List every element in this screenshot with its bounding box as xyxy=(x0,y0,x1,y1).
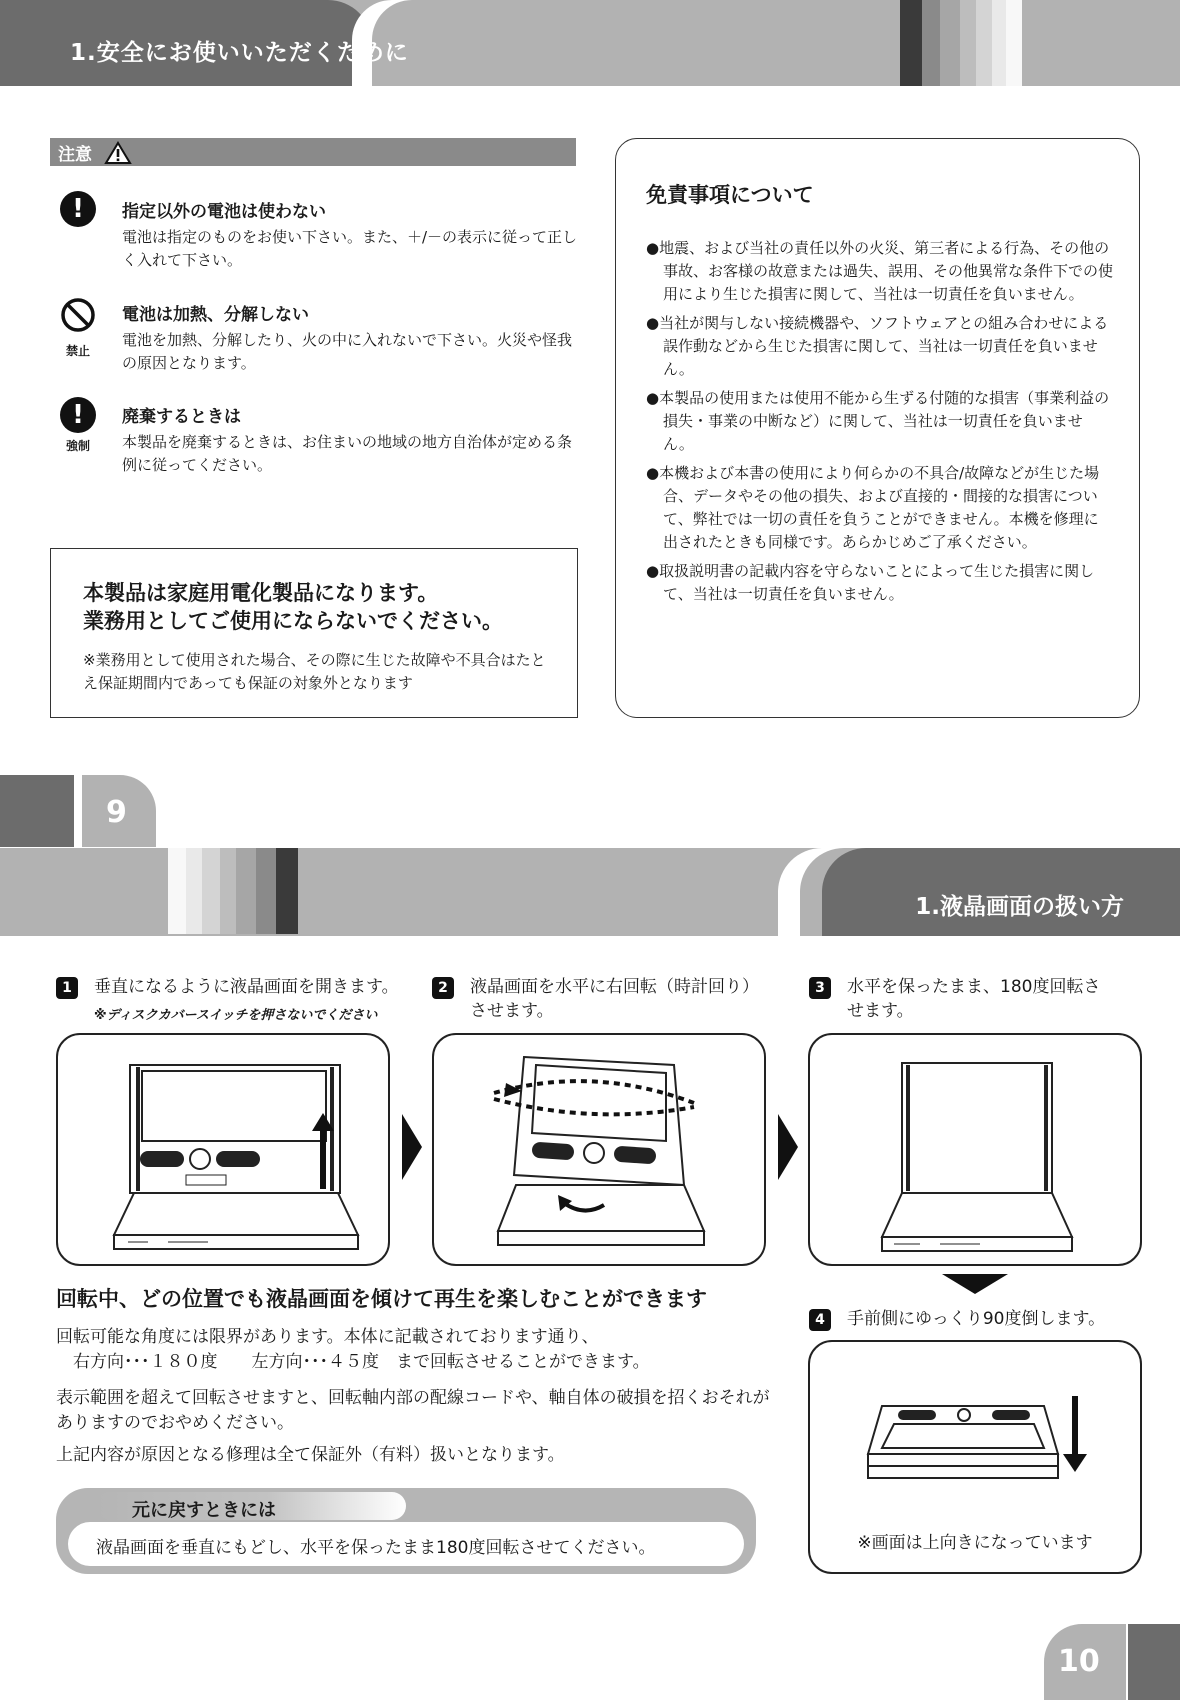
step-3-number: 3 xyxy=(809,977,831,999)
caution-bar xyxy=(50,138,576,166)
caution-item-2-text: 電池を加熱、分解したり、火の中に入れないで下さい。火災や怪我の原因となります。 xyxy=(122,331,573,372)
home-use-box xyxy=(50,548,578,718)
exclamation-icon: ! xyxy=(60,191,96,227)
revert-label: 元に戻すときには xyxy=(96,1492,406,1520)
caution-item-1-text: 電池は指定のものをお使い下さい。また、＋/－の表示に従って正しく入れて下さい。 xyxy=(122,228,578,269)
dvd-player-open-icon xyxy=(58,1035,390,1266)
caution-label: 注意 xyxy=(58,144,92,165)
revert-text: 液晶画面を垂直にもどし、水平を保ったまま180度回転させてください。 xyxy=(68,1522,744,1566)
mandatory-caption: 強制 xyxy=(65,439,90,453)
revert-box xyxy=(56,1488,756,1574)
disclaimer-item: ●本製品の使用または使用不能から生ずる付随的な損害（事業利益の損失・事業の中断など）に関して、当社は一切責任を負いません。 xyxy=(646,389,1110,453)
home-use-heading-2: 業務用としてご使用にならないでください。 xyxy=(83,609,503,633)
prohibited-icon xyxy=(59,296,97,334)
home-use-heading-1: 本製品は家庭用電化製品になります。 xyxy=(83,581,439,605)
top-header-band xyxy=(0,0,1180,86)
step-1-text: 垂直になるように液晶画面を開きます。 xyxy=(94,977,399,997)
arrow-right-icon xyxy=(776,1112,800,1182)
caution-item-2-heading: 電池は加熱、分解しない xyxy=(122,305,309,325)
dvd-player-back-icon xyxy=(810,1035,1142,1266)
step-4-number: 4 xyxy=(809,1309,831,1331)
page-number-left-tab xyxy=(0,775,160,847)
step-1-illustration xyxy=(56,1033,390,1266)
step-2-number: 2 xyxy=(432,977,454,999)
step-3-illustration xyxy=(808,1033,1142,1266)
arrow-right-icon xyxy=(400,1112,424,1182)
disclaimer-heading: 免責事項について xyxy=(646,183,814,207)
caution-item-1-heading: 指定以外の電池は使わない xyxy=(122,202,326,222)
step-3-text-2: せます。 xyxy=(847,1001,914,1021)
header-stripes xyxy=(900,0,1022,86)
disclaimer-item: ●地震、および当社の責任以外の火災、第三者による行為、その他の事故、お客様の故意または過失、誤用、その他異常な条件下での使用により生じた損害に関して、当社は一切責任を負いません。 xyxy=(646,239,1114,303)
home-use-note: ※業務用として使用された場合、その際に生じた故障や不具合はたとえ保証期間内であっても保証の対象外となります xyxy=(83,651,546,692)
rotation-p3: 上記内容が原因となる修理は全て保証外（有料）扱いとなります。 xyxy=(56,1445,565,1465)
disclaimer-item: ●当社が関与しない接続機器や、ソフトウェアとの組み合わせによる誤作動などから生じた損害に関して、当社は一切責任を負いません。 xyxy=(646,314,1109,378)
page-number-right: 10 xyxy=(1044,1624,1126,1700)
bottom-header-band xyxy=(0,848,1180,936)
step-1-number: 1 xyxy=(56,977,78,999)
page-number-left: 9 xyxy=(82,775,156,847)
disclaimer-item: ●取扱説明書の記載内容を守らないことによって生じた損害に関して、当社は一切責任を負いません。 xyxy=(646,562,1095,603)
rotation-heading: 回転中、どの位置でも液晶画面を傾けて再生を楽しむことができます xyxy=(56,1287,707,1311)
top-header-title: 1.安全にお使いいただくために xyxy=(70,40,409,66)
step-2-illustration xyxy=(432,1033,766,1266)
step-2-text-1: 液晶画面を水平に右回転（時計回り） xyxy=(470,977,759,997)
exclamation-icon: ! xyxy=(60,397,96,433)
caution-item-3-text: 本製品を廃棄するときは、お住まいの地域の地方自治体が定める条例に従ってください。 xyxy=(122,433,573,474)
step-1-note: ※ディスクカバースイッチを押さないでください xyxy=(94,1008,378,1023)
step-3-text-1: 水平を保ったまま、180度回転さ xyxy=(847,977,1101,997)
caution-item-1-icon-wrap xyxy=(58,191,98,227)
disclaimer-box xyxy=(615,138,1140,718)
warning-triangle-icon xyxy=(104,141,132,163)
prohibited-caption: 禁止 xyxy=(65,344,90,358)
caution-item-2-icon-wrap xyxy=(58,296,98,359)
arrow-down-icon xyxy=(940,1272,1010,1296)
step-4-illustration xyxy=(808,1340,1142,1574)
step-2-text-2: させます。 xyxy=(470,1001,554,1021)
caution-item-3-icon-wrap xyxy=(58,397,98,454)
step-4-text: 手前側にゆっくり90度倒します。 xyxy=(847,1309,1106,1329)
rotation-p1-line2: 右方向･･･１８０度 左方向･･･４５度 まで回転させることができます。 xyxy=(56,1352,650,1372)
dvd-player-rotate-icon xyxy=(434,1035,766,1266)
caution-item-3-heading: 廃棄するときは xyxy=(122,407,241,427)
rotation-p2: 表示範囲を超えて回転させますと、回転軸内部の配線コードや、軸自体の破損を招くおそれがありますのでおやめください。 xyxy=(56,1388,770,1433)
step-4-note: ※画面は上向きになっています xyxy=(857,1533,1093,1553)
rotation-p1-line1: 回転可能な角度には限界があります。本体に記載されております通り、 xyxy=(56,1327,599,1347)
header-stripes xyxy=(168,848,298,934)
bottom-header-title: 1.液晶画面の扱い方 xyxy=(915,894,1124,920)
disclaimer-item: ●本機および本書の使用により何らかの不具合/故障などが生じた場合、データやその他の損失、および直接的・間接的な損害について、弊社では一切の責任を負うことができません。本機を修理に出されたときも同様です。あらかじめご了承ください。 xyxy=(646,464,1100,551)
